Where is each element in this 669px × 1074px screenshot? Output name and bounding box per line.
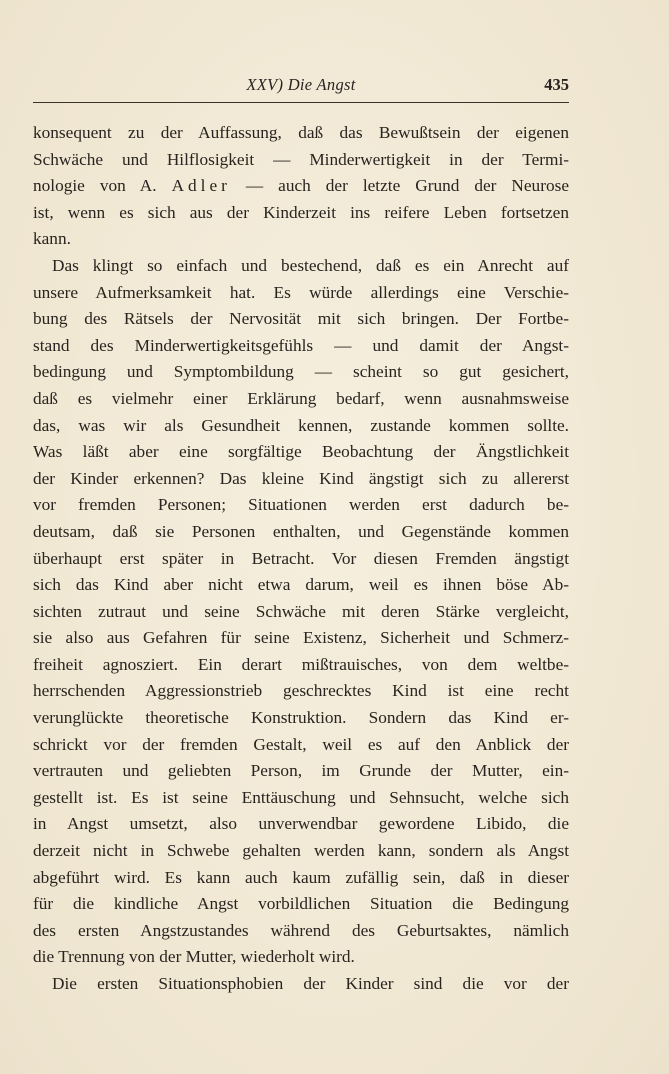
- text-line: für die kindliche Angst vorbildlichen Situation die Bedingung: [33, 894, 569, 914]
- text-line: deutsam, daß sie Personen enthalten, und Gegenstände kommen: [33, 521, 569, 541]
- text-line-part: — auch der letzte Grund der Neurose: [230, 176, 569, 196]
- text-line: des ersten Angstzustandes während des Geburtsaktes, nämlich: [33, 920, 569, 940]
- author-name-spaced: Adler: [171, 176, 231, 196]
- text-line: sich das Kind aber nicht etwa darum, weil es ihnen böse Ab-: [33, 575, 569, 595]
- text-line: vertrauten und geliebten Person, im Grunde der Mutter, ein-: [33, 761, 569, 781]
- text-line: konsequent zu der Auffassung, daß das Bewußtsein der eigenen: [33, 123, 569, 142]
- text-line-part: nologie von A.: [33, 176, 172, 196]
- page-number: 435: [544, 75, 569, 94]
- text-line: freiheit agnosziert. Ein derart mißtrauisches, von dem weltbe-: [33, 654, 569, 674]
- text-line: sichten zutraut und seine Schwäche mit deren Stärke vergleicht,: [33, 601, 569, 621]
- text-line: bedingung und Symptombildung — scheint so gut gesichert,: [33, 362, 569, 382]
- text-line: abgeführt wird. Es kann auch kaum zufällig sein, daß in dieser: [33, 867, 569, 887]
- text-line: die Trennung von der Mutter, wiederholt wird.: [33, 947, 355, 967]
- running-title: XXV) Die Angst: [246, 75, 356, 94]
- text-line: unsere Aufmerksamkeit hat. Es würde allerdings eine Verschie-: [33, 282, 569, 302]
- text-line: Was läßt aber eine sorgfältige Beobachtung der Ängstlichkeit: [33, 442, 569, 462]
- running-header: [33, 75, 569, 101]
- text-line: verunglückte theoretische Konstruktion. Sondern das Kind er-: [33, 708, 569, 728]
- text-line: daß es vielmehr einer Erklärung bedarf, wenn ausnahmsweise: [33, 388, 569, 408]
- text-line: ist, wenn es sich aus der Kinderzeit ins reifere Leben fortsetzen: [33, 202, 569, 222]
- text-line: der Kinder erkennen? Das kleine Kind ängstigt sich zu allererst: [33, 468, 569, 488]
- text-line: bung des Rätsels der Nervosität mit sich bringen. Der Fortbe-: [33, 309, 569, 329]
- text-line: Schwäche und Hilflosigkeit — Minderwertigkeit in der Termi-: [33, 149, 569, 169]
- text-line: das, was wir als Gesundheit kennen, zustande kommen sollte.: [33, 415, 569, 435]
- text-line: herrschenden Aggressionstrieb geschrecktes Kind ist eine recht: [33, 681, 569, 701]
- text-line: gestellt ist. Es ist seine Enttäuschung und Sehnsucht, welche sich: [33, 787, 569, 807]
- text-line: Die ersten Situationsphobien der Kinder sind die vor der: [52, 974, 569, 993]
- text-line: überhaupt erst später in Betracht. Vor diesen Fremden ängstigt: [33, 548, 569, 568]
- text-line: schrickt vor der fremden Gestalt, weil es auf den Anblick der: [33, 734, 569, 754]
- text-line: kann.: [33, 229, 71, 249]
- text-line: in Angst umsetzt, also unverwendbar gewordene Libido, die: [33, 814, 569, 834]
- text-line: [33, 173, 569, 200]
- text-line: vor fremden Personen; Situationen werden erst dadurch be-: [33, 495, 569, 515]
- text-line: sie also aus Gefahren für seine Existenz, Sicherheit und Schmerz-: [33, 628, 569, 648]
- header-rule: [33, 102, 569, 103]
- text-line: derzeit nicht in Schwebe gehalten werden kann, sondern als Angst: [33, 841, 569, 861]
- text-line: stand des Minderwertigkeitsgefühls — und damit der Angst-: [33, 335, 569, 355]
- text-line: Das klingt so einfach und bestechend, daß es ein Anrecht auf: [52, 255, 569, 275]
- body-text: [33, 120, 569, 998]
